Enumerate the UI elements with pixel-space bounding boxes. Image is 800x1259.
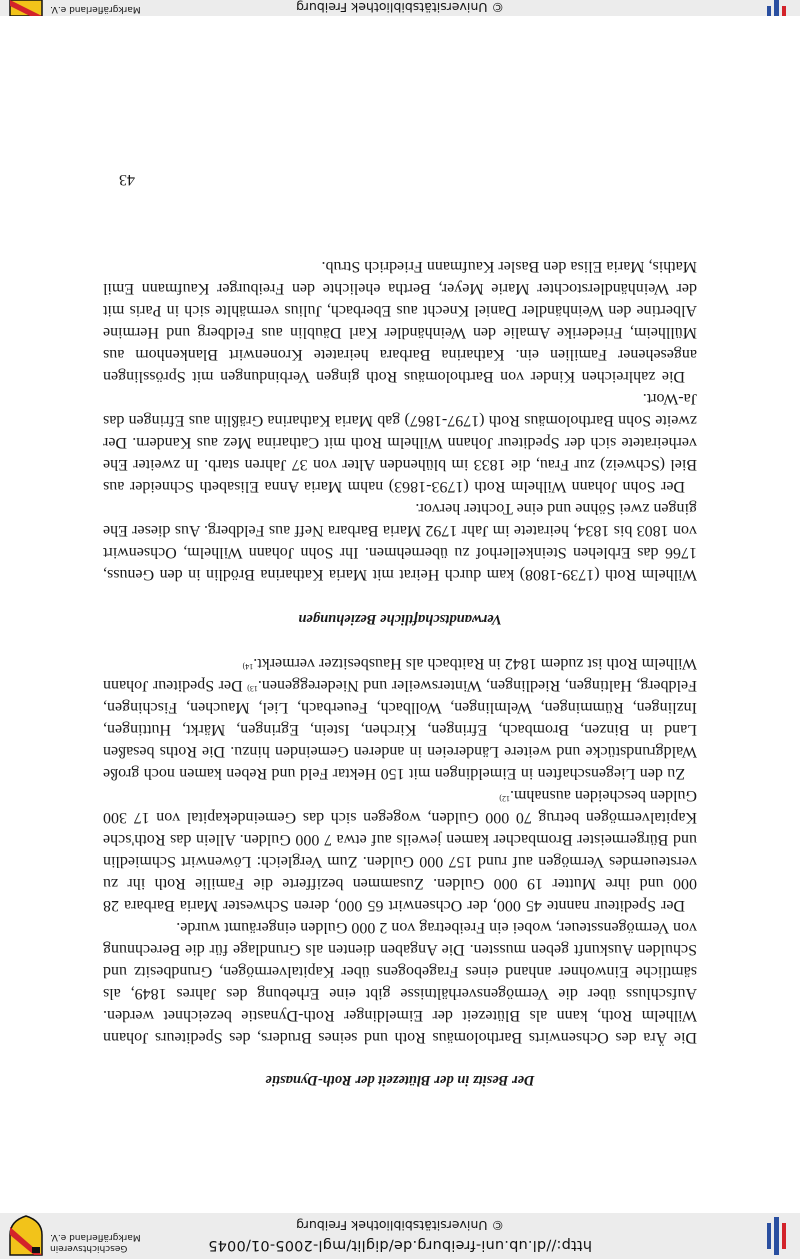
paragraph-1: Die Ära des Ochsenwirts Bartholomäus Roth und seines Bruders, des Spediteurs Johann Wilhelm Roth, kann als Blütezeit der Eimeldinger Roth-Dynastie bezeichnet werden. Aufschluss über die Vermögensverhältnisse gibt eine Erhebung des Jahres 1849, als sämtliche Einwohner anhand eines Fragebogens über Kapitalvermögen, Grundbesitz und Schulden Auskunft geben mussten. Die Angaben dienten als Grundlage für die Berechnung von Vermögenssteuer, wobei ein Freibetrag von 2 000 Gulden eingeräumt wurde. (103, 919, 697, 1046)
publisher-logo (8, 0, 158, 16)
section-title-besitz: Der Besitz in der Blütezeit der Roth-Dynastie (265, 1072, 535, 1088)
publisher-name: Markgräflerland e.V. (50, 4, 141, 14)
section-title-verwandtschaft: Verwandtschaftliche Beziehungen (298, 611, 502, 627)
paragraph-3: Zu den Liegenschaften in Eimeldingen mit 150 Hektar Feld und Reben kamen noch große Waldgrundstücke und weitere Ländereien in anderen Gemeinden hinzu. Die Roths besaßen Land in Binzen, Brombach, Efringen, Kirchen, Istein, Egringen, Märkt, Huttingen, Inzlingen, Rümmingen, Welmlingen, Wollbach, Feuerbach, Liel, Mauchen, Fischingen, Feldberg, Haltingen, Riedlingen, Wintersweiler und Niedereggenen.$^{13)}$ Der Spediteur Johann Wilhelm Roth ist zudem 1842 in Raitbach als Hausbesitzer vermerkt.$^{14)}$ (103, 655, 697, 782)
library-header-bar (0, 1213, 800, 1259)
page-content (103, 255, 697, 1089)
publisher-logo (8, 1215, 158, 1257)
paragraph-6: Die zahlreichen Kinder von Bartholomäus Roth gingen Verbindungen mit Sprösslingen angesehener Familien ein. Katharina Barbara heiratete Kronenwirt Blankenhorn aus Müllheim, Friederike Amalie den Weinhändler Karl Däublin aus Feldberg und Hermine Albertine den Weinhändler Daniel Knecht aus Eberbach, Julius vermählte sich in Paris mit der Weinhändlerstochter Marie Meyer, Bertha ehelichte den Freiburger Kaufmann Emil Mathis, Maria Elisa den Basler Kaufmann Friedrich Strub. (103, 258, 697, 385)
coat-of-arms-icon (8, 0, 44, 16)
paragraph-2: Der Spediteur nannte 45 000, der Ochsenwirt 65 000, deren Schwester Maria Barbara 28 000 und ihre Mutter 19 000 Gulden. Zusammen bezifferte die Familie Roth ihr zu versteuerndes Vermögen auf rund 157 000 Gulden. Zum Vergleich: Löwenwirt Schmiedlin und Bürgermeister Brombacher kamen jeweils auf etwa 7 000 Gulden. Allein das Roth'sche Kapitalvermögen betrug 70 000 Gulden, wogegen sich das Gemeindekapital von 17 300 Gulden bescheiden ausnahm.$^{12)}$ (103, 787, 697, 914)
next-page-header-strip (0, 0, 800, 16)
footnote-ref-14[interactable]: 14) (242, 662, 254, 671)
paragraph-4: Wilhelm Roth (1739-1808) kam durch Heirat mit Maria Katharina Brödlin in den Genuss, 1766 das Erblehen Steinkellerhof zu übernehmen. Ihr Sohn Johann Wilhelm, Ochsenwirt von 1803 bis 1834, heiratete im Jahr 1792 Maria Barbara Neff aus Feldberg. Aus dieser Ehe gingen zwei Söhne und eine Tochter hervor. (103, 500, 697, 583)
paragraph-5: Der Sohn Johann Wilhelm Roth (1793-1863) nahm Maria Anna Elisabeth Schneider aus Biel (Schweiz) zur Frau, die 1833 im blühenden Alter von 37 Jahren starb. In zweiter Ehe verheiratete sich der Spediteur Johann Wilhelm Roth mit Catharina Mez aus Kandern. Der zweite Sohn Bartholomäus Roth (1797-1867) gab Maria Katharina Gräßlin aus Efringen das Ja-Wort. (103, 390, 697, 495)
page-number: 43 (119, 171, 135, 188)
publisher-name: Geschichtsverein Markgräflerland e.V. (50, 1232, 141, 1253)
copyright-notice: © Universitätsbibliothek Freiburg (296, 0, 504, 15)
copyright-notice: © Universitätsbibliothek Freiburg (296, 1218, 504, 1233)
document-url[interactable]: http://dl.ub.uni-freiburg.de/diglit/mgl-2005-01/0045 (208, 1237, 592, 1253)
coat-of-arms-icon (8, 1215, 44, 1257)
footnote-ref-13[interactable]: 13) (247, 684, 258, 693)
footnote-ref-12[interactable]: 12) (499, 794, 510, 803)
